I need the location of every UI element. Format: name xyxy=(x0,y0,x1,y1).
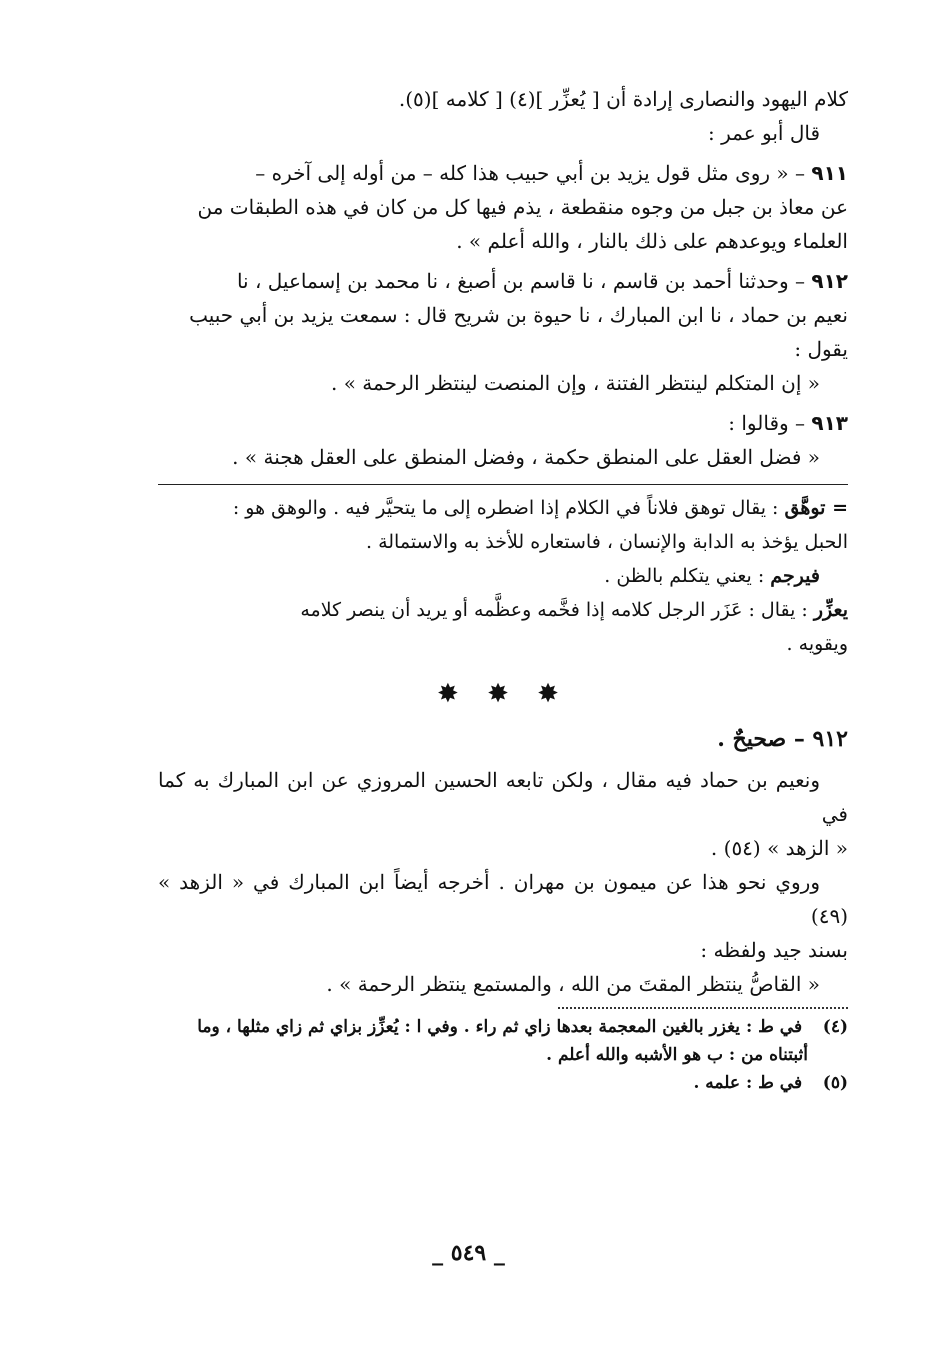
paragraph-911-number: ٩١١ xyxy=(811,161,848,185)
footnotes xyxy=(158,1013,848,1097)
commentary-line-3: وروي نحو هذا عن ميمون بن مهران . أخرجه أيضاً ابن المبارك في « الزهد » (٤٩) xyxy=(158,870,848,928)
paragraph-912-line-2: نعيم بن حماد ، نا ابن المبارك ، نا حيوة بن شريح قال : سمعت يزيد بن أبي حبيب xyxy=(189,303,848,327)
paragraph-911-line-2: عن معاذ بن جبل من وجوه منقطعة ، يذم فيها كل من كان في هذه الطبقات من xyxy=(197,195,848,219)
page-number: _ ٥٤٩ _ xyxy=(432,1240,505,1266)
commentary-line-2: « الزهد » (٥٤) . xyxy=(710,836,848,860)
footnote-5 xyxy=(158,1069,848,1097)
intro-line-2: قال أبو عمر : xyxy=(708,121,820,145)
paragraph-912-number: ٩١٢ xyxy=(811,269,848,293)
glossary-text-fayarjum: : يعني يتكلم بالظن . xyxy=(604,565,765,587)
paragraph-913-quote: « فضل العقل على المنطق حكمة ، وفضل المنطق على العقل هجنة » . xyxy=(232,445,820,469)
paragraph-913-line-1 xyxy=(158,406,848,440)
paragraph-912-line-3: يقول : xyxy=(794,337,848,361)
glossary-text-tawahhaq-2: الحبل يؤخذ به الدابة والإنسان ، فاستعاره للأخذ به والاستمالة . xyxy=(365,531,848,553)
paragraph-912 xyxy=(158,264,848,400)
commentary-quote: « القاصُّ ينتظر المقتَ من الله ، والمستمع ينتظر الرحمة » . xyxy=(326,972,820,996)
footnote-4-number: (٤) xyxy=(822,1017,848,1037)
footnote-4 xyxy=(158,1013,848,1041)
paragraph-913-number: ٩١٣ xyxy=(811,411,848,435)
glossary-entry-yuazzir xyxy=(158,593,848,627)
paragraph-913 xyxy=(158,406,848,474)
paragraph-912-line-1 xyxy=(158,264,848,298)
footnote-4-text-2: أثبتناه من : ب هو الأشبه والله أعلم . xyxy=(546,1045,808,1065)
footnote-divider xyxy=(558,1007,848,1009)
footnote-4-text-1: في ط : يغزر بالغين المعجمة بعدها زاي ثم راء . وفي ا : يُعزِّز بزاي ثم زاي مثلها ، وما xyxy=(197,1017,803,1037)
paragraph-911 xyxy=(158,156,848,258)
commentary-line-4: بسند جيد ولفظه : xyxy=(700,938,848,962)
paragraph-911-line-3: العلماء ويوعدهم على ذلك بالنار ، والله أعلم » . xyxy=(456,229,848,253)
section-separator: ✸ ✸ ✸ xyxy=(437,679,569,709)
intro-line-1: كلام اليهود والنصارى إرادة أن [ يُعزِّر ](٤) [ كلامه ](٥). xyxy=(398,87,848,111)
glossary-text-tawahhaq-1: : يقال توهق فلاناً في الكلام إذا اضطره إلى ما يتحيَّر فيه . والوهق هو : xyxy=(232,497,779,519)
paragraph-911-line-1 xyxy=(158,156,848,190)
footnote-5-number: (٥) xyxy=(822,1073,848,1093)
page-body xyxy=(158,82,848,1097)
glossary-entry-fayarjum xyxy=(158,559,848,593)
glossary-term-tawahhaq: = توهَّق xyxy=(784,497,848,519)
commentary-heading: ٩١٢ – صحيحٌ . xyxy=(717,726,848,752)
paragraph-913-text-1: – وقالوا : xyxy=(728,411,806,435)
glossary-entry-tawahhaq xyxy=(158,491,848,525)
intro-block xyxy=(158,82,848,150)
glossary-text-yuazzir-1: : يقال : عَزَر الرجل كلامه إذا فخَّمه وعظَّمه أو يريد أن ينصر كلامه xyxy=(300,599,808,621)
commentary-line-1: ونعيم بن حماد فيه مقال ، ولكن تابعه الحسين المروزي عن ابن المبارك به كما في xyxy=(158,768,848,826)
commentary xyxy=(158,721,848,1001)
footnote-5-text-1: في ط : علمه . xyxy=(693,1073,803,1093)
paragraph-911-text-1: – « روى مثل قول يزيد بن أبي حبيب هذا كله – من أوله إلى آخره – xyxy=(255,161,806,185)
glossary-text-yuazzir-2: ويقويه . xyxy=(786,633,848,655)
paragraph-912-quote: « إن المتكلم لينتظر الفتنة ، وإن المنصت لينتظر الرحمة » . xyxy=(331,371,820,395)
glossary-term-yuazzir: يعزِّر xyxy=(813,599,848,621)
glossary-term-fayarjum: فيرجم xyxy=(770,565,820,587)
glossary xyxy=(158,491,848,661)
glossary-divider xyxy=(158,484,848,485)
paragraph-912-text-1: – وحدثنا أحمد بن قاسم ، نا قاسم بن أصبغ ، نا محمد بن إسماعيل ، نا xyxy=(236,269,806,293)
